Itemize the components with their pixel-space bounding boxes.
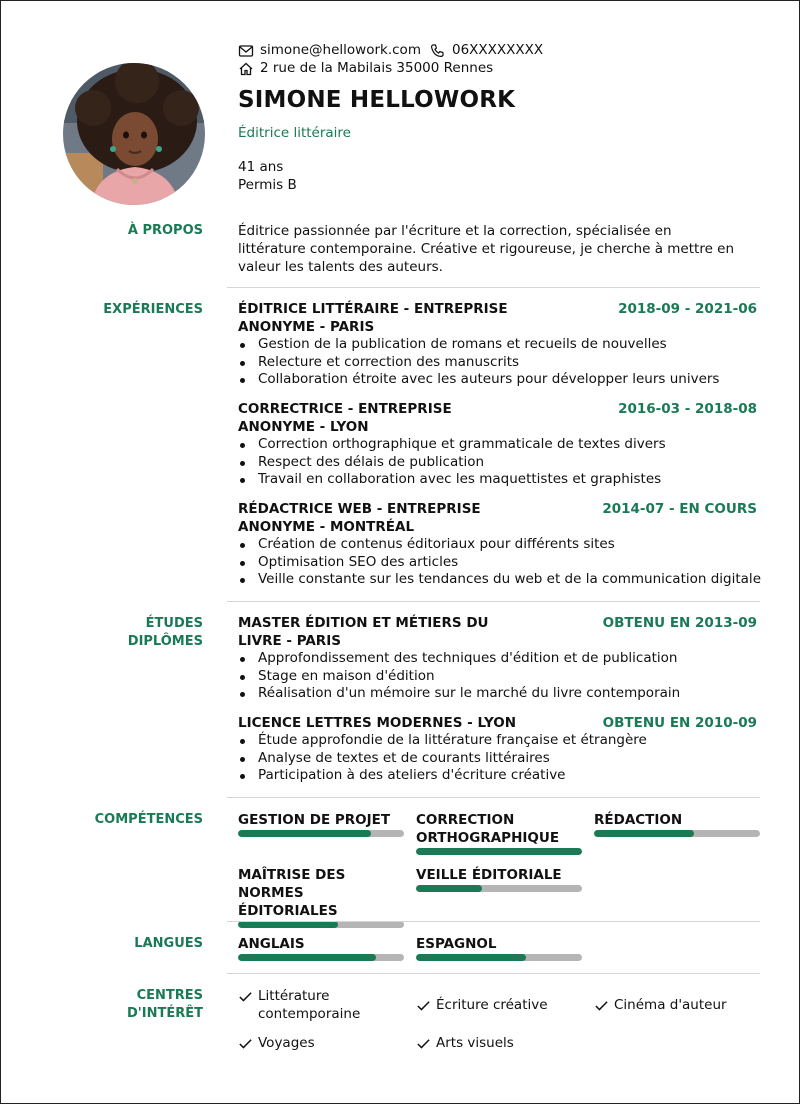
education-bullets	[238, 650, 680, 703]
list-item: Travail en collaboration avec les maquettistes et graphistes	[238, 471, 666, 489]
check-icon	[238, 1036, 253, 1051]
list-item: Respect des délais de publication	[238, 454, 666, 472]
skill-name: RÉDACTION	[594, 812, 683, 828]
section-divider	[227, 601, 760, 602]
language-bar	[238, 954, 404, 961]
about-text: Éditrice passionnée par l'écriture et la correction, spécialisée en littérature contemporaine. Créative et rigoureuse, je cherche à mettre en valeur les talents des auteurs.	[238, 223, 735, 275]
education-date: OBTENU EN 2010-09	[602, 715, 757, 731]
skill-name: MAÎTRISE DES NORMES ÉDITORIALES	[238, 867, 346, 919]
interest-item	[594, 996, 727, 1014]
skill-item	[238, 811, 404, 837]
skill-bar-fill	[416, 885, 482, 892]
skill-bar-fill	[238, 921, 338, 928]
list-item: Approfondissement des techniques d'édition et de publication	[238, 650, 680, 668]
skill-name: VEILLE ÉDITORIALE	[416, 867, 562, 883]
experience-date: 2018-09 - 2021-06	[618, 301, 757, 317]
skill-bar	[416, 848, 582, 855]
list-item: Participation à des ateliers d'écriture créative	[238, 767, 647, 785]
experience-title: ÉDITRICE LITTÉRAIRE - ENTREPRISE ANONYME - PARIS	[238, 301, 508, 335]
phone-icon	[430, 43, 446, 59]
section-label-skills: COMPÉTENCES	[94, 812, 203, 827]
experience-date: 2014-07 - EN COURS	[602, 501, 757, 517]
list-item: Analyse de textes et de courants littéraires	[238, 750, 647, 768]
list-item: Création de contenus éditoriaux pour différents sites	[238, 536, 761, 554]
interest-label: contemporaine	[258, 1006, 361, 1022]
list-item: Correction orthographique et grammaticale de textes divers	[238, 436, 666, 454]
list-item: Optimisation SEO des articles	[238, 554, 761, 572]
list-item: Veille constante sur les tendances du web et de la communication digitale	[238, 571, 761, 589]
profile-photo	[63, 63, 205, 205]
skill-bar-fill	[594, 830, 694, 837]
language-bar	[416, 954, 582, 961]
experience-bullets	[238, 436, 666, 489]
skill-item	[238, 866, 404, 928]
list-item: Gestion de la publication de romans et recueils de nouvelles	[238, 336, 719, 354]
interest-label: Écriture créative	[436, 997, 548, 1013]
section-label-experience: EXPÉRIENCES	[103, 302, 203, 317]
email-text: simone@hellowork.com	[260, 42, 421, 58]
skill-item	[416, 811, 582, 855]
section-label-interests: CENTRES D'INTÉRÊT	[127, 988, 203, 1021]
section-label-languages: LANGUES	[134, 936, 203, 951]
interest-label: Littérature	[258, 988, 330, 1004]
home-icon	[238, 61, 254, 77]
skill-bar	[238, 921, 404, 928]
language-name: ESPAGNOL	[416, 936, 497, 952]
section-divider	[227, 921, 760, 922]
interest-item	[238, 1034, 315, 1052]
contact-address-row	[238, 60, 493, 78]
candidate-age: 41 ans	[238, 159, 284, 175]
skill-bar	[238, 830, 404, 837]
skill-bar-fill	[416, 848, 582, 855]
experience-title: CORRECTRICE - ENTREPRISE ANONYME - LYON	[238, 401, 452, 435]
section-divider	[227, 797, 760, 798]
candidate-license: Permis B	[238, 177, 297, 193]
language-item	[238, 935, 404, 961]
check-icon	[416, 998, 431, 1013]
language-bar-fill	[238, 954, 376, 961]
education-date: OBTENU EN 2013-09	[602, 615, 757, 631]
candidate-name: SIMONE HELLOWORK	[238, 87, 516, 113]
experience-date: 2016-03 - 2018-08	[618, 401, 757, 417]
skill-bar-fill	[238, 830, 371, 837]
list-item: Relecture et correction des manuscrits	[238, 354, 719, 372]
interest-item	[416, 1034, 514, 1052]
language-item	[416, 935, 582, 961]
candidate-job-title: Éditrice littéraire	[238, 125, 351, 141]
interest-label: Arts visuels	[436, 1035, 514, 1051]
section-divider	[227, 287, 760, 288]
list-item: Réalisation d'un mémoire sur le marché du livre contemporain	[238, 685, 680, 703]
skill-item	[416, 866, 582, 892]
check-icon	[238, 989, 253, 1004]
education-title: MASTER ÉDITION ET MÉTIERS DU LIVRE - PARIS	[238, 615, 489, 649]
contact-phone-row	[430, 42, 543, 60]
education-bullets	[238, 732, 647, 785]
list-item: Étude approfondie de la littérature française et étrangère	[238, 732, 647, 750]
list-item: Collaboration étroite avec les auteurs pour développer leurs univers	[238, 371, 719, 389]
language-bar-fill	[416, 954, 526, 961]
language-name: ANGLAIS	[238, 936, 305, 952]
skill-bar	[594, 830, 760, 837]
skill-name: CORRECTION ORTHOGRAPHIQUE	[416, 812, 560, 846]
phone-text: 06XXXXXXXX	[452, 42, 544, 58]
interest-label: Cinéma d'auteur	[614, 997, 727, 1013]
interest-label: Voyages	[258, 1035, 315, 1051]
section-divider	[227, 973, 760, 974]
address-text: 2 rue de la Mabilais 35000 Rennes	[260, 60, 494, 76]
interest-item	[416, 996, 548, 1014]
section-label-about: À PROPOS	[127, 223, 203, 238]
interest-item	[238, 987, 360, 1023]
experience-bullets	[238, 536, 761, 589]
envelope-icon	[238, 43, 254, 59]
skill-name: GESTION DE PROJET	[238, 812, 391, 828]
education-title: LICENCE LETTRES MODERNES - LYON	[238, 715, 517, 731]
check-icon	[416, 1036, 431, 1051]
skill-bar	[416, 885, 582, 892]
experience-title: RÉDACTRICE WEB - ENTREPRISE ANONYME - MONTRÉAL	[238, 501, 481, 535]
check-icon	[594, 998, 609, 1013]
experience-bullets	[238, 336, 719, 389]
section-label-education: ÉTUDES DIPLÔMES	[127, 616, 203, 649]
list-item: Stage en maison d'édition	[238, 668, 680, 686]
contact-email-row	[238, 42, 421, 60]
skill-item	[594, 811, 760, 837]
